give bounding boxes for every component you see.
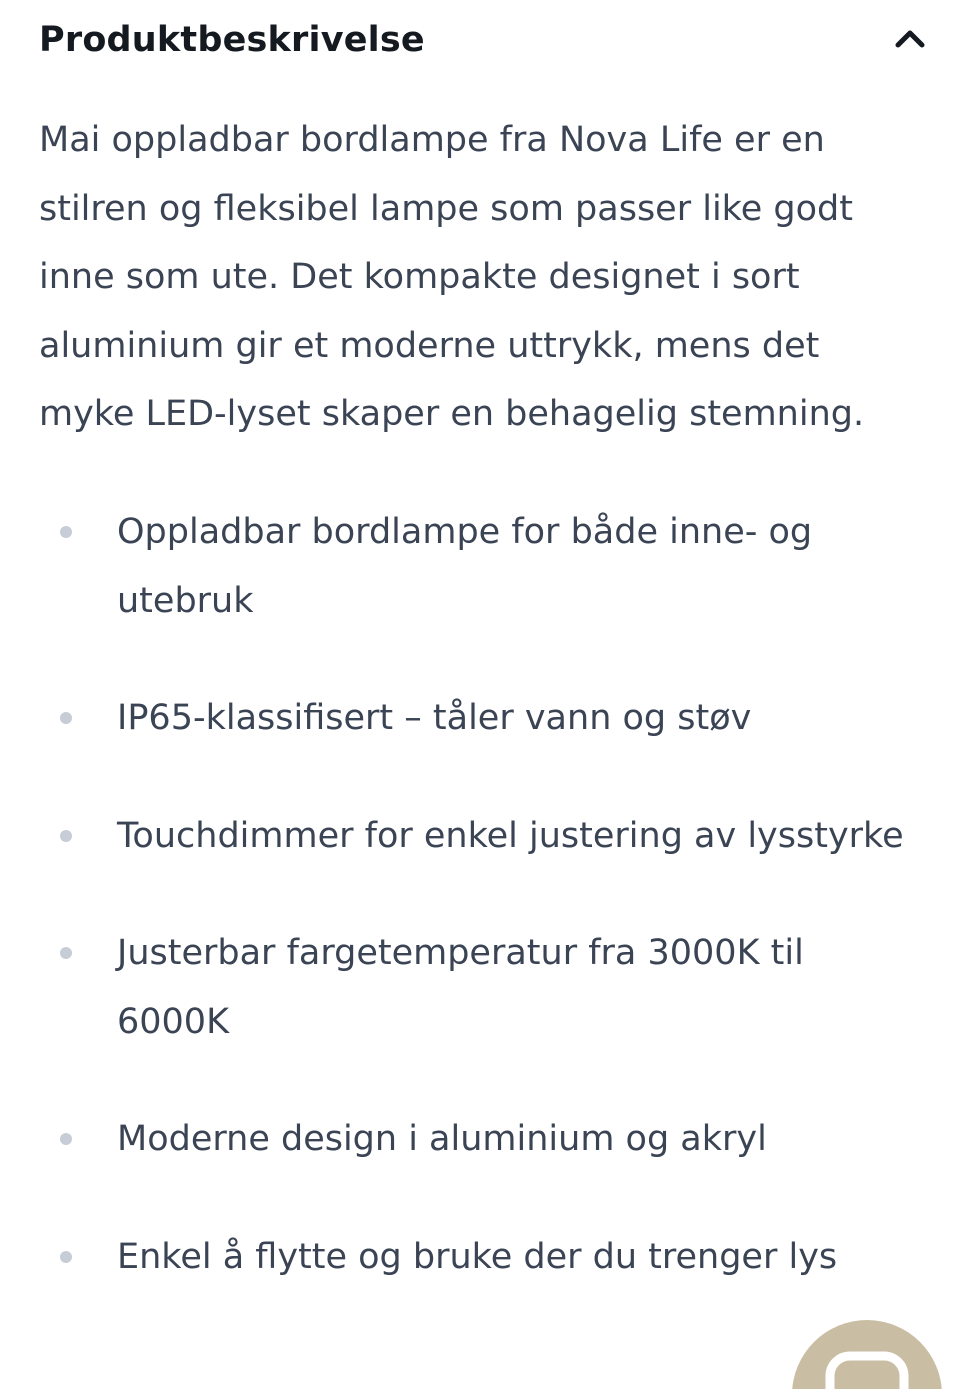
- bullet-icon: [60, 947, 72, 959]
- accordion-title: Produktbeskrivelse: [39, 20, 425, 60]
- feature-text: Enkel å flytte og bruke der du trenger lys: [117, 1236, 838, 1277]
- feature-text: Oppladbar bordlampe for både inne- og utebruk: [117, 512, 813, 621]
- chevron-up-icon[interactable]: [894, 26, 926, 50]
- bullet-icon: [60, 712, 72, 724]
- feature-text: Touchdimmer for enkel justering av lysstyrke: [117, 815, 904, 856]
- feature-list-item: [0, 802, 960, 871]
- feature-list: [0, 498, 960, 1340]
- accordion-header-produktbeskrivelse[interactable]: [0, 0, 960, 80]
- bullet-icon: [60, 526, 72, 538]
- bullet-icon: [60, 830, 72, 842]
- product-description-text: Mai oppladbar bordlampe fra Nova Life er en stilren og fleksibel lampe som passer like godt inne som ute. Det kompakte designet i sort aluminium gir et moderne uttrykk, mens det myke LED-lyset skaper en behagelig stemning.: [39, 120, 865, 434]
- feature-list-item: [0, 684, 960, 753]
- feature-text: Justerbar fargetemperatur fra 3000K til 6000K: [117, 933, 804, 1042]
- feature-list-item: [0, 1105, 960, 1174]
- bullet-icon: [60, 1133, 72, 1145]
- bullet-icon: [60, 1251, 72, 1263]
- feature-list-item: [0, 498, 960, 635]
- feature-list-item: [0, 919, 960, 1056]
- feature-list-item: [0, 1223, 960, 1292]
- chat-icon: [822, 1344, 912, 1389]
- feature-text: Moderne design i aluminium og akryl: [117, 1119, 767, 1159]
- feature-text: IP65-klassifisert – tåler vann og støv: [117, 698, 752, 738]
